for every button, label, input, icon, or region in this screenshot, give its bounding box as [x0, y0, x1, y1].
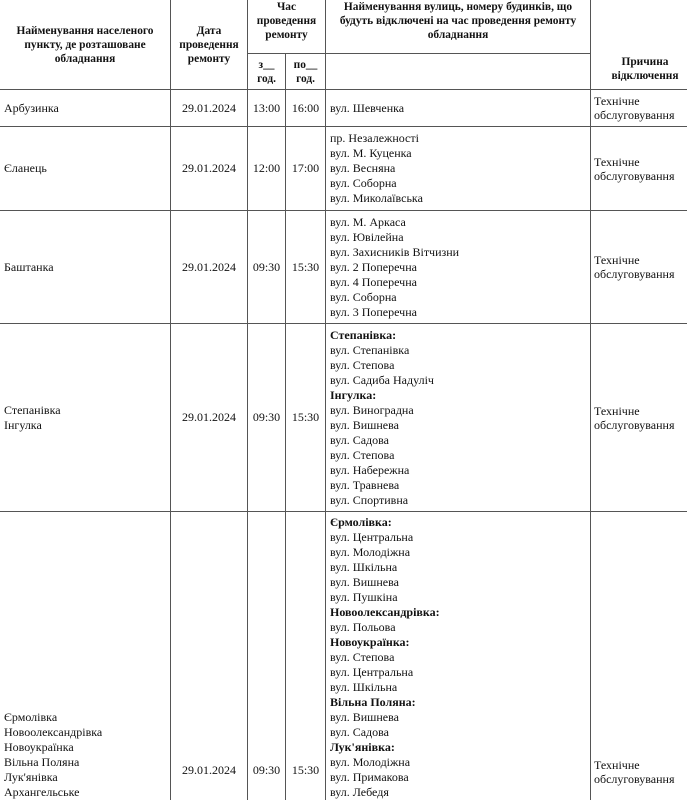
street-item: вул. М. Куценка	[330, 146, 412, 160]
settlement-name: Арбузинка	[4, 100, 59, 115]
village-group-title: Новоукраїнка:	[330, 635, 410, 649]
village-group-title: Новоолександрівка:	[330, 605, 440, 619]
street-item: вул. 3 Поперечна	[330, 304, 417, 319]
reason-cell: Технічне обслуговування	[591, 512, 687, 800]
table-body	[0, 90, 687, 800]
settlement-name: Лук'янівка	[4, 770, 58, 784]
time-from-cell: 09:30	[248, 512, 286, 800]
header-streets: Найменування вулиць, номеру будинків, що будуть відключені на час проведення ремонту обладнання	[326, 0, 591, 54]
time-from-cell: 12:00	[248, 127, 286, 211]
settlement-name: Новоукраїнка	[4, 740, 74, 754]
settlement-name: Новоолександрівка	[4, 725, 103, 739]
header-streets-spacer	[326, 54, 591, 90]
settlement-cell	[0, 211, 171, 324]
table-row	[0, 211, 687, 324]
village-group-title: Лук'янівка:	[330, 740, 395, 754]
header-date: Дата проведення ремонту	[171, 0, 248, 90]
table-row	[0, 324, 687, 512]
settlement-cell	[0, 127, 171, 211]
reason-cell: Технічне обслуговування	[591, 324, 687, 512]
street-item: вул. Центральна	[330, 665, 414, 679]
settlement-name: Єланець	[4, 161, 47, 175]
street-item: вул. Набережна	[330, 462, 410, 477]
street-item: вул. Шкільна	[330, 680, 398, 694]
street-item: вул. Шевченка	[330, 100, 405, 115]
street-item: вул. Садова	[330, 725, 389, 739]
street-item: вул. М. Аркаса	[330, 214, 406, 229]
header-settlement: Найменування населеного пункту, де розташоване обладнання	[0, 0, 171, 90]
street-item: вул. Польова	[330, 620, 396, 634]
street-item: вул. Садова	[330, 432, 389, 447]
street-item: вул. Вишнева	[330, 575, 399, 589]
street-item: вул. Молодіжна	[330, 755, 411, 769]
settlement-cell	[0, 324, 171, 512]
date-cell: 29.01.2024	[171, 211, 248, 324]
street-item: вул. Захисників Вітчизни	[330, 244, 460, 259]
date-cell: 29.01.2024	[171, 324, 248, 512]
street-item: вул. Виноградна	[330, 402, 414, 417]
street-item: вул. Весняна	[330, 161, 396, 175]
village-group-title: Вільна Поляна:	[330, 695, 416, 709]
time-from-cell: 09:30	[248, 324, 286, 512]
village-group-title: Єрмолівка:	[330, 515, 392, 529]
header-reason: Причина відключення	[591, 0, 687, 90]
time-from-cell: 09:30	[248, 211, 286, 324]
street-item: вул. Шкільна	[330, 560, 398, 574]
settlement-name: Степанівка	[4, 402, 61, 417]
streets-cell	[326, 512, 591, 800]
street-item: вул. Лебедя	[330, 785, 389, 799]
date-cell: 29.01.2024	[171, 127, 248, 211]
reason-cell: Технічне обслуговування	[591, 90, 687, 127]
date-cell: 29.01.2024	[171, 90, 248, 127]
village-group-title: Інгулка:	[330, 387, 377, 402]
settlement-name: Вільна Поляна	[4, 755, 80, 769]
street-item: вул. Примакова	[330, 770, 409, 784]
street-item: вул. Степова	[330, 357, 395, 372]
header-from: з__ год.	[248, 54, 286, 90]
street-item: вул. Степанівка	[330, 342, 410, 357]
streets-cell	[326, 90, 591, 127]
settlement-cell	[0, 512, 171, 800]
time-to-cell: 15:30	[286, 324, 326, 512]
header-time: Час проведення ремонту	[248, 0, 326, 54]
street-item: вул. Вишнева	[330, 710, 399, 724]
street-item: вул. 2 Поперечна	[330, 259, 417, 274]
street-item: вул. Центральна	[330, 530, 414, 544]
street-item: вул. Травнева	[330, 477, 400, 492]
street-item: вул. 4 Поперечна	[330, 274, 417, 289]
street-item: вул. Соборна	[330, 176, 397, 190]
table-row	[0, 127, 687, 211]
street-item: вул. Миколаївська	[330, 191, 423, 205]
street-item: вул. Спортивна	[330, 492, 409, 507]
streets-cell	[326, 324, 591, 512]
reason-cell: Технічне обслуговування	[591, 127, 687, 211]
time-to-cell: 16:00	[286, 90, 326, 127]
time-to-cell: 15:30	[286, 512, 326, 800]
time-from-cell: 13:00	[248, 90, 286, 127]
time-to-cell: 17:00	[286, 127, 326, 211]
header-to: по__ год.	[286, 54, 326, 90]
settlement-name: Єрмолівка	[4, 710, 58, 724]
table-row	[0, 90, 687, 127]
village-group-title: Степанівка:	[330, 327, 397, 342]
table-row	[0, 512, 687, 800]
date-cell: 29.01.2024	[171, 512, 248, 800]
street-item: вул. Пушкіна	[330, 590, 398, 604]
street-item: вул. Садиба Надуліч	[330, 372, 434, 387]
street-item: вул. Молодіжна	[330, 545, 411, 559]
settlement-name: Архангельське	[4, 785, 80, 799]
reason-cell: Технічне обслуговування	[591, 211, 687, 324]
street-item: вул. Степова	[330, 650, 395, 664]
street-item: вул. Вишнева	[330, 417, 399, 432]
streets-cell	[326, 211, 591, 324]
street-item: вул. Соборна	[330, 289, 397, 304]
street-item: вул. Степова	[330, 447, 395, 462]
street-item: вул. Ювілейна	[330, 229, 404, 244]
settlement-name: Баштанка	[4, 259, 54, 274]
header-row	[0, 0, 687, 54]
street-item: пр. Незалежності	[330, 131, 419, 145]
settlement-name: Інгулка	[4, 417, 42, 432]
streets-cell	[326, 127, 591, 211]
settlement-cell	[0, 90, 171, 127]
time-to-cell: 15:30	[286, 211, 326, 324]
